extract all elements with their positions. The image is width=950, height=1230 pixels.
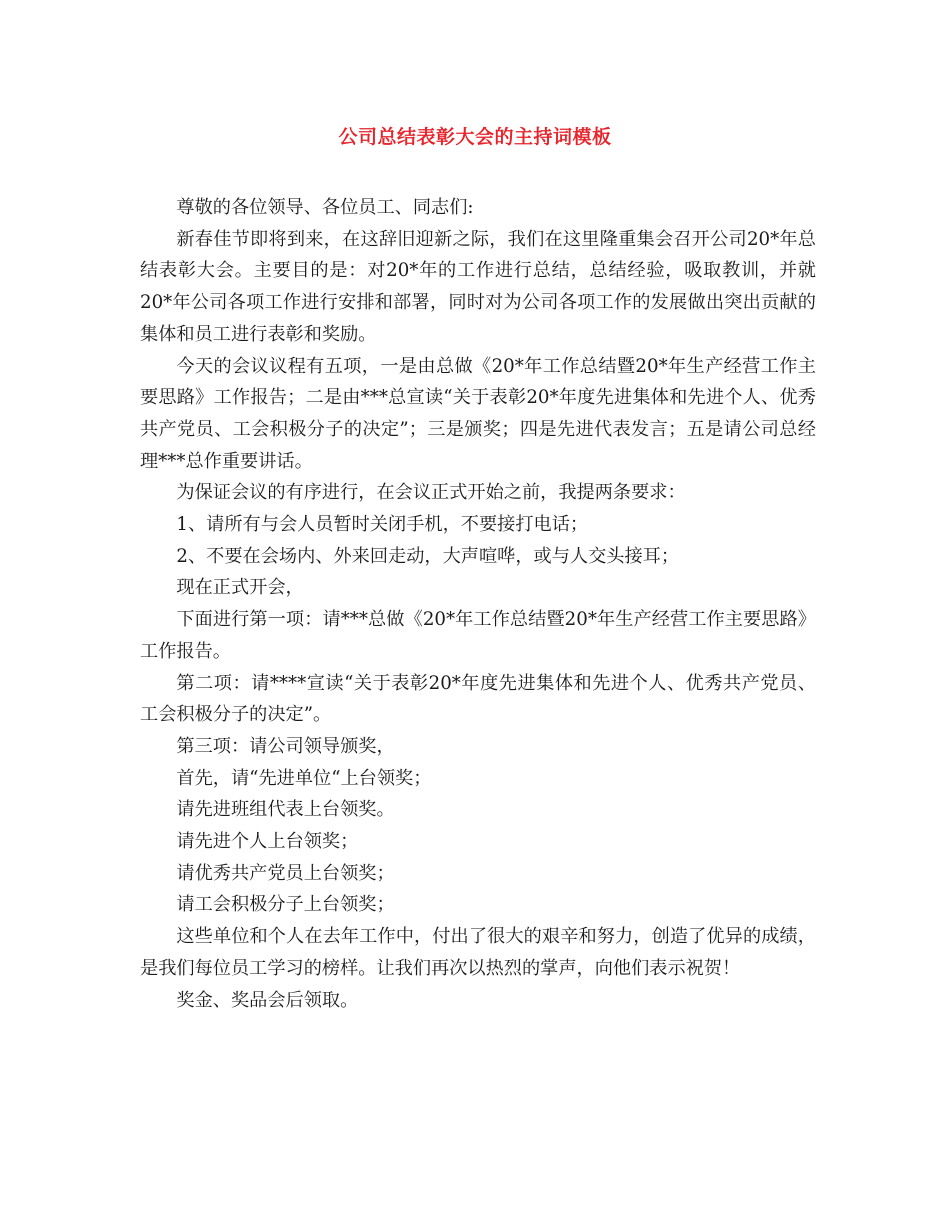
- document-body: [140, 192, 816, 1016]
- paragraph-agenda: 今天的会议议程有五项，一是由总做《20*年工作总结暨20*年生产经营工作主要思路》工作报告；二是由***总宣读“关于表彰20*年度先进集体和先进个人、优秀共产党员、工会积极分子的决定”；三是颁奖；四是先进代表发言；五是请公司总经理***总作重要讲话。: [140, 355, 816, 472]
- paragraph-requirement-2: 2、不要在会场内、外来回走动，大声喧哗，或与人交头接耳；: [176, 545, 680, 567]
- paragraph-award-union: 请工会积极分子上台领奖；: [176, 894, 395, 916]
- paragraph-item-2: 第二项：请****宣读“关于表彰20*年度先进集体和先进个人、优秀共产党员、工会积极分子的决定”。: [140, 672, 816, 726]
- paragraph-item-3: 第三项：请公司领导颁奖，: [176, 735, 395, 757]
- paragraph-congratulation: 这些单位和个人在去年工作中，付出了很大的艰辛和努力，创造了优异的成绩，是我们每位员工学习的榜样。让我们再次以热烈的掌声，向他们表示祝贺！: [140, 926, 816, 979]
- paragraph-intro: 新春佳节即将到来，在这辞旧迎新之际，我们在这里隆重集会召开公司20*年总结表彰大会。主要目的是：对20*年的工作进行总结，总结经验，吸取教训，并就20*年公司各项工作进行安排和部署，同时对为公司各项工作的发展做出突出贡献的集体和员工进行表彰和奖励。: [140, 228, 816, 345]
- paragraph-greeting: 尊敬的各位领导、各位员工、同志们:: [176, 197, 474, 218]
- paragraph-prizes: 奖金、奖品会后领取。: [176, 989, 359, 1011]
- paragraph-award-individuals: 请先进个人上台领奖；: [176, 831, 359, 853]
- paragraph-award-teams: 请先进班组代表上台领奖。: [176, 799, 395, 821]
- document-title: 公司总结表彰大会的主持词模板: [338, 126, 612, 148]
- paragraph-item-1: 下面进行第一项：请***总做《20*年工作总结暨20*年生产经营工作主要思路》工作报告。: [140, 609, 816, 662]
- paragraph-open-meeting: 现在正式开会，: [176, 577, 304, 599]
- paragraph-award-party-members: 请优秀共产党员上台领奖；: [176, 862, 395, 884]
- paragraph-requirement-1: 1、请所有与会人员暂时关闭手机，不要接打电话；: [176, 514, 589, 536]
- paragraph-requirements: 为保证会议的有序进行，在会议正式开始之前，我提两条要求：: [176, 482, 686, 504]
- paragraph-award-units: 首先，请“先进单位“上台领奖；: [176, 767, 432, 789]
